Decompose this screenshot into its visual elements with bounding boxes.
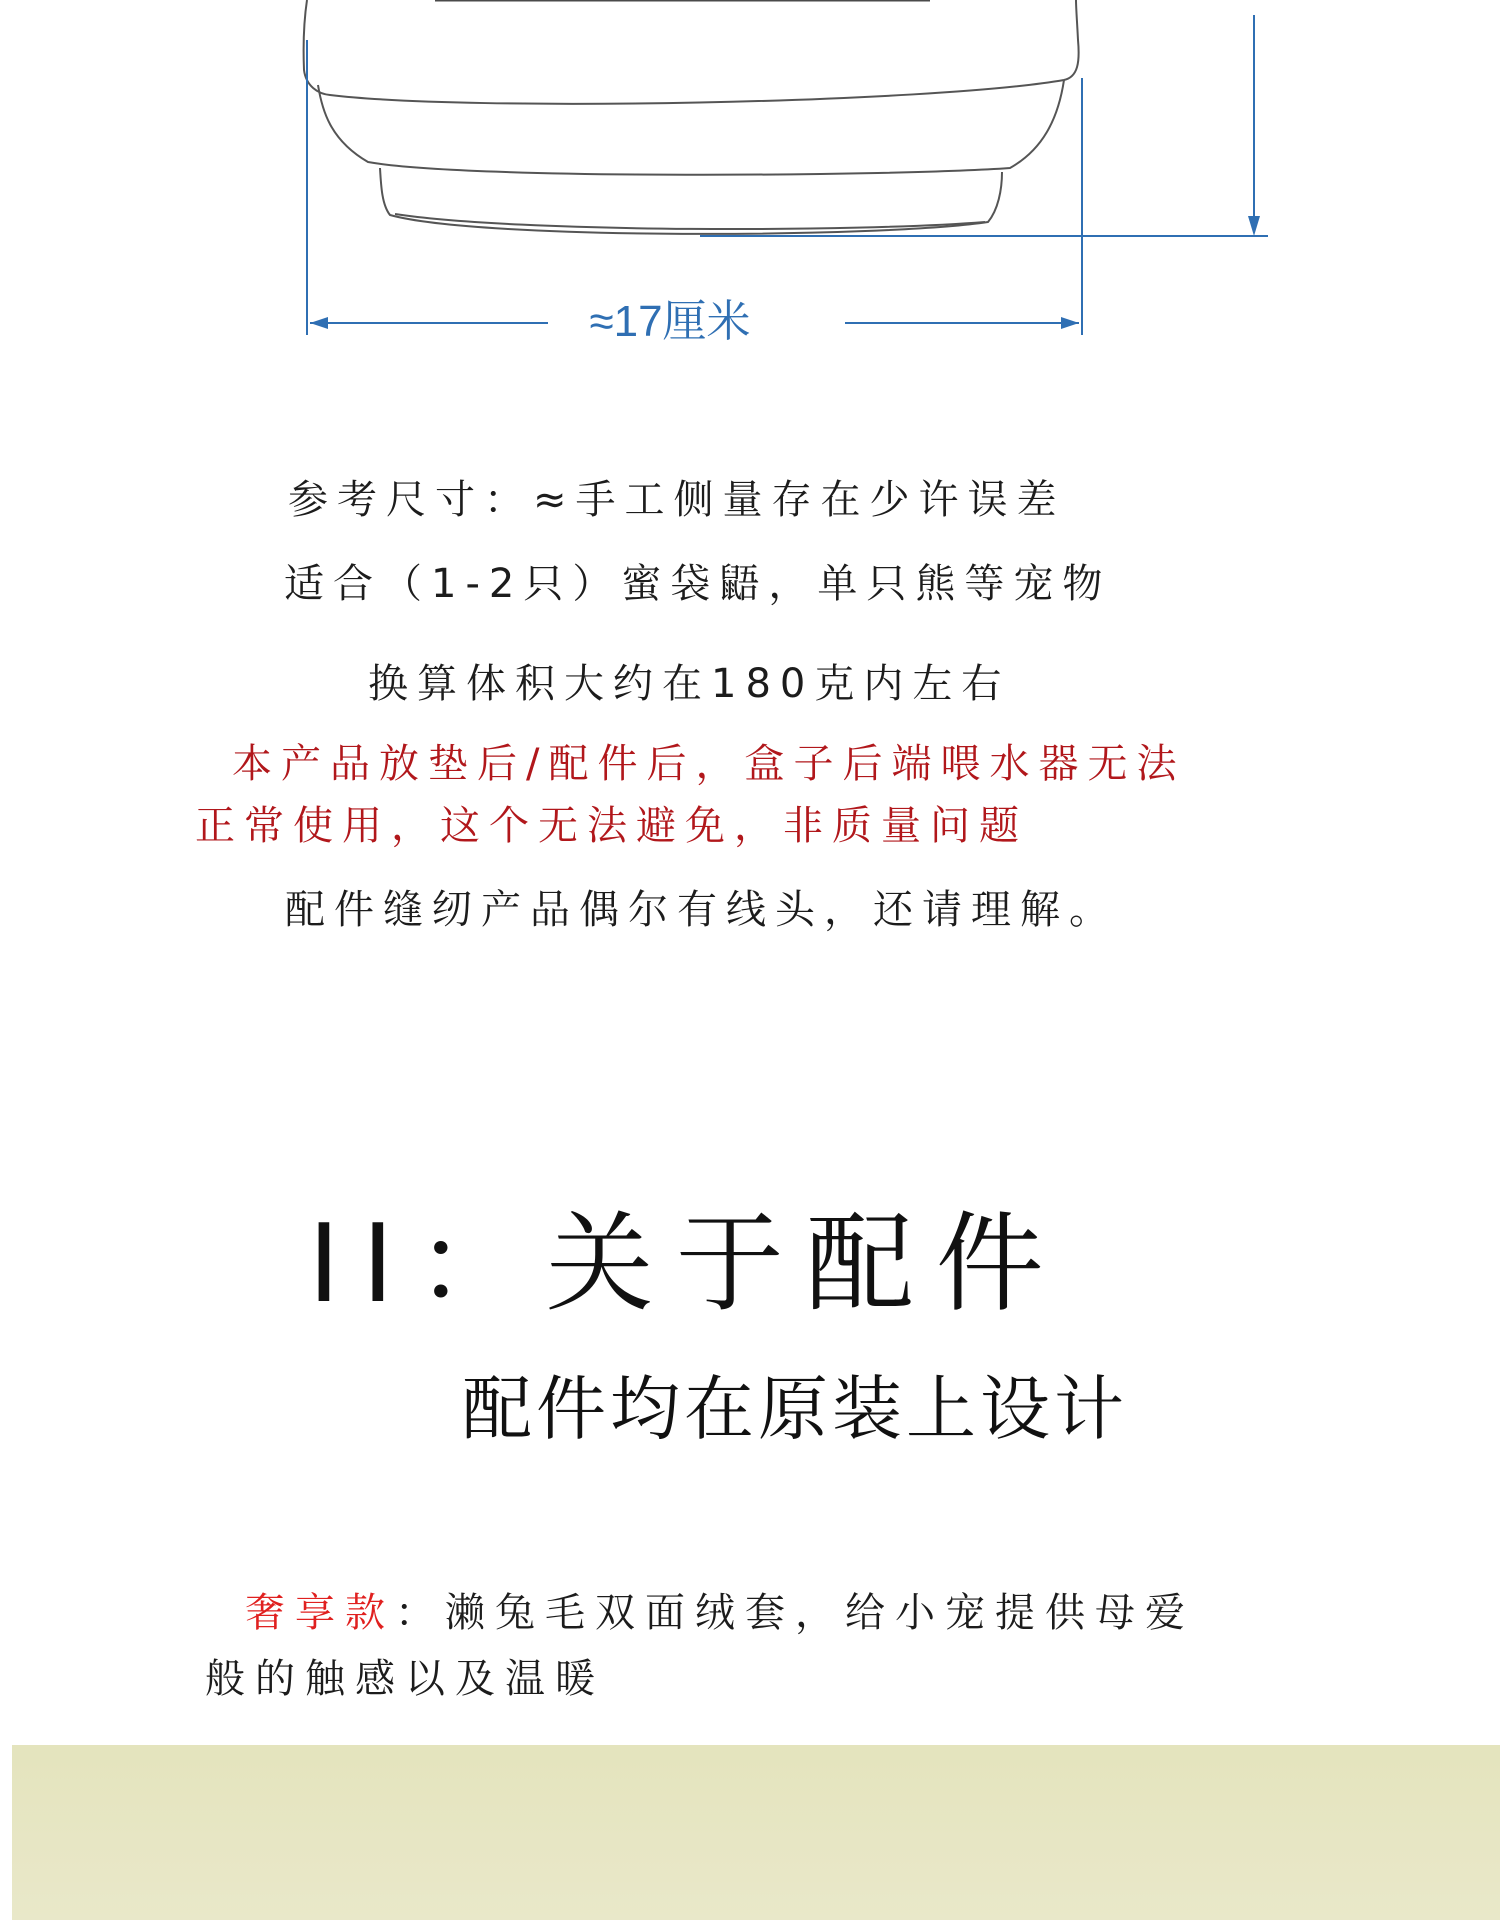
section-subtitle: 配件均在原装上设计 [462, 1368, 1128, 1450]
luxury-tag: 奢享款 [245, 1590, 395, 1636]
section-title: II：关于配件 [308, 1202, 1066, 1327]
reference-size-note: 参考尺寸：≈手工侧量存在少许误差 [288, 477, 1066, 523]
luxury-description [205, 1580, 1285, 1712]
luxury-text-line1: ：濑兔毛双面绒套，给小宠提供母爱 [395, 1590, 1195, 1636]
left-arrowhead [310, 317, 328, 329]
product-lower-rim [318, 80, 1064, 175]
right-arrowhead [1061, 317, 1079, 329]
product-body-outline [304, 0, 1079, 104]
warning-note-line2: 正常使用，这个无法避免，非质量问题 [195, 803, 1028, 849]
suitable-pets-note: 适合（1-2只）蜜袋鼯，单只熊等宠物 [284, 561, 1112, 607]
thread-note: 配件缝纫产品偶尔有线头，还请理解。 [285, 887, 1118, 933]
luxury-text-line2: 般的触感以及温暖 [205, 1656, 605, 1702]
luxury-description-line1 [205, 1580, 1285, 1646]
height-arrowhead [1248, 216, 1260, 236]
product-base [380, 168, 1002, 234]
fabric-photo [12, 1745, 1500, 1920]
volume-note: 换算体积大约在180克内左右 [368, 661, 1011, 707]
width-dimension-label: ≈17厘米 [560, 292, 780, 352]
warning-note-line1: 本产品放垫后/配件后，盒子后端喂水器无法 [232, 741, 1186, 787]
